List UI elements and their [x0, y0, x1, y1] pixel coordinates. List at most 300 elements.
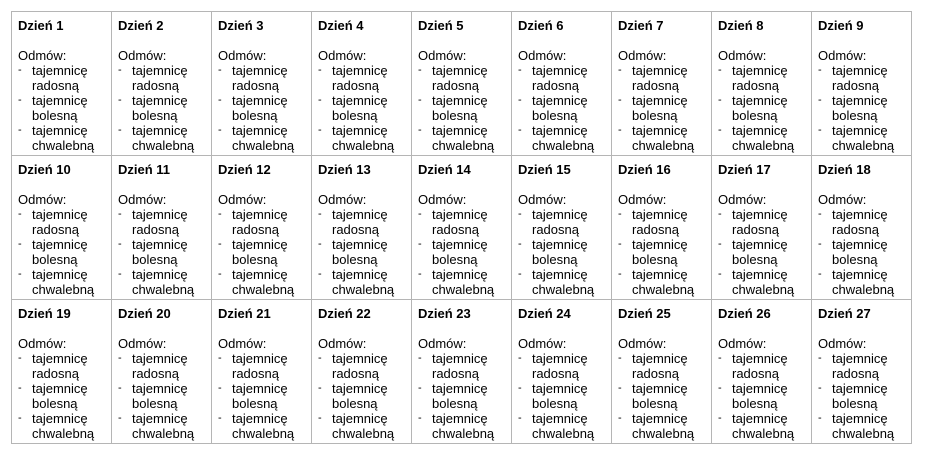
mystery-label: tajemnicę bolesną [332, 93, 388, 123]
bullet-dash: - [818, 94, 822, 106]
day-title: Dzień 16 [618, 162, 671, 177]
bullet-dash: - [818, 268, 822, 280]
mystery-item [18, 63, 111, 93]
bullet-dash: - [418, 64, 422, 76]
mystery-item [618, 381, 711, 411]
mystery-item [418, 63, 511, 93]
day-cell-content [112, 156, 211, 297]
prayer-instruction: Odmów: [818, 192, 867, 207]
bullet-dash: - [318, 208, 322, 220]
mystery-label: tajemnicę chwalebną [232, 411, 295, 441]
mysteries-list [618, 207, 711, 297]
prayer-instruction: Odmów: [818, 48, 867, 63]
day-cell [512, 156, 612, 300]
day-cell [612, 156, 712, 300]
mystery-item [518, 267, 611, 297]
mysteries-list [18, 207, 111, 297]
day-cell [12, 300, 112, 444]
day-cell-content [412, 12, 511, 153]
mystery-label: tajemnicę radosną [132, 207, 188, 237]
bullet-dash: - [518, 94, 522, 106]
bullet-dash: - [718, 352, 722, 364]
day-title: Dzień 6 [518, 18, 564, 33]
day-cell [112, 300, 212, 444]
day-cell [112, 156, 212, 300]
mystery-label: tajemnicę chwalebną [332, 123, 395, 153]
bullet-dash: - [118, 238, 122, 250]
bullet-dash: - [618, 412, 622, 424]
day-cell [12, 12, 112, 156]
day-title: Dzień 15 [518, 162, 571, 177]
bullet-dash: - [418, 412, 422, 424]
mystery-item [618, 411, 711, 441]
mystery-item [718, 381, 811, 411]
bullet-dash: - [218, 268, 222, 280]
mysteries-list [418, 63, 511, 153]
day-cell [412, 300, 512, 444]
mystery-label: tajemnicę radosną [732, 351, 788, 381]
mystery-item [818, 63, 911, 93]
mystery-label: tajemnicę chwalebną [332, 411, 395, 441]
bullet-dash: - [718, 64, 722, 76]
bullet-dash: - [618, 64, 622, 76]
mystery-label: tajemnicę radosną [832, 207, 888, 237]
mystery-item [218, 123, 311, 153]
mystery-label: tajemnicę chwalebną [132, 123, 195, 153]
prayer-instruction: Odmów: [218, 336, 267, 351]
bullet-dash: - [418, 382, 422, 394]
mysteries-list [618, 63, 711, 153]
mysteries-list [818, 207, 911, 297]
mysteries-list [518, 207, 611, 297]
day-cell-content [12, 300, 111, 441]
mystery-label: tajemnicę chwalebną [832, 411, 895, 441]
mystery-label: tajemnicę chwalebną [32, 123, 95, 153]
mystery-label: tajemnicę bolesną [532, 93, 588, 123]
bullet-dash: - [618, 124, 622, 136]
mystery-item [618, 267, 711, 297]
mystery-item [718, 123, 811, 153]
mysteries-list [218, 207, 311, 297]
mystery-label: tajemnicę bolesną [32, 381, 88, 411]
mystery-label: tajemnicę radosną [832, 351, 888, 381]
mystery-item [718, 267, 811, 297]
day-cell-content [112, 300, 211, 441]
mystery-label: tajemnicę radosną [332, 63, 388, 93]
bullet-dash: - [618, 238, 622, 250]
bullet-dash: - [618, 382, 622, 394]
mystery-item [218, 63, 311, 93]
mystery-label: tajemnicę radosną [632, 207, 688, 237]
bullet-dash: - [318, 412, 322, 424]
mysteries-list [418, 351, 511, 441]
day-cell [612, 12, 712, 156]
prayer-instruction: Odmów: [418, 336, 467, 351]
bullet-dash: - [18, 64, 22, 76]
mystery-item [318, 267, 411, 297]
mystery-item [418, 123, 511, 153]
mystery-item [18, 351, 111, 381]
mystery-item [18, 381, 111, 411]
mysteries-list [218, 63, 311, 153]
mystery-label: tajemnicę radosną [332, 207, 388, 237]
day-cell [312, 156, 412, 300]
day-cell-content [212, 156, 311, 297]
mystery-label: tajemnicę radosną [832, 63, 888, 93]
bullet-dash: - [818, 382, 822, 394]
mysteries-list [318, 207, 411, 297]
mystery-item [618, 351, 711, 381]
mystery-label: tajemnicę radosną [132, 351, 188, 381]
day-cell-content [412, 300, 511, 441]
bullet-dash: - [318, 94, 322, 106]
bullet-dash: - [418, 124, 422, 136]
day-title: Dzień 21 [218, 306, 271, 321]
bullet-dash: - [218, 412, 222, 424]
bullet-dash: - [318, 64, 322, 76]
day-title: Dzień 7 [618, 18, 664, 33]
mystery-item [318, 351, 411, 381]
mystery-item [518, 63, 611, 93]
mystery-item [318, 207, 411, 237]
prayer-instruction: Odmów: [418, 192, 467, 207]
bullet-dash: - [218, 238, 222, 250]
day-cell [412, 12, 512, 156]
mystery-label: tajemnicę bolesną [32, 93, 88, 123]
bullet-dash: - [418, 268, 422, 280]
bullet-dash: - [118, 382, 122, 394]
day-cell [412, 156, 512, 300]
mysteries-list [718, 63, 811, 153]
day-cell [712, 12, 812, 156]
day-cell [812, 300, 912, 444]
day-title: Dzień 12 [218, 162, 271, 177]
mystery-item [118, 93, 211, 123]
day-cell-content [212, 12, 311, 153]
mystery-label: tajemnicę bolesną [232, 237, 288, 267]
bullet-dash: - [218, 124, 222, 136]
mystery-label: tajemnicę bolesną [32, 237, 88, 267]
mystery-label: tajemnicę radosną [432, 207, 488, 237]
bullet-dash: - [718, 412, 722, 424]
mystery-item [118, 411, 211, 441]
day-cell [712, 156, 812, 300]
day-cell-content [512, 300, 611, 441]
mystery-label: tajemnicę bolesną [632, 237, 688, 267]
calendar-row [12, 300, 912, 444]
day-title: Dzień 25 [618, 306, 671, 321]
day-cell-content [812, 156, 911, 297]
bullet-dash: - [118, 124, 122, 136]
mystery-label: tajemnicę bolesną [432, 93, 488, 123]
mystery-item [418, 93, 511, 123]
mystery-label: tajemnicę radosną [232, 351, 288, 381]
mystery-label: tajemnicę chwalebną [532, 267, 595, 297]
mystery-label: tajemnicę radosną [532, 63, 588, 93]
mystery-item [318, 381, 411, 411]
bullet-dash: - [218, 94, 222, 106]
day-title: Dzień 14 [418, 162, 471, 177]
mystery-label: tajemnicę chwalebną [232, 123, 295, 153]
mystery-item [718, 207, 811, 237]
mysteries-list [818, 63, 911, 153]
mystery-label: tajemnicę bolesną [432, 237, 488, 267]
mystery-label: tajemnicę chwalebną [732, 267, 795, 297]
bullet-dash: - [18, 94, 22, 106]
mystery-label: tajemnicę chwalebną [332, 267, 395, 297]
prayer-instruction: Odmów: [118, 48, 167, 63]
mystery-item [618, 93, 711, 123]
mystery-item [218, 207, 311, 237]
mysteries-list [318, 63, 411, 153]
bullet-dash: - [318, 352, 322, 364]
bullet-dash: - [18, 352, 22, 364]
mystery-label: tajemnicę radosną [32, 351, 88, 381]
day-cell [112, 12, 212, 156]
mystery-label: tajemnicę chwalebną [832, 123, 895, 153]
day-title: Dzień 10 [18, 162, 71, 177]
bullet-dash: - [818, 124, 822, 136]
day-title: Dzień 9 [818, 18, 864, 33]
bullet-dash: - [418, 238, 422, 250]
mystery-label: tajemnicę bolesną [332, 381, 388, 411]
mystery-item [118, 381, 211, 411]
mystery-item [818, 93, 911, 123]
mystery-item [818, 381, 911, 411]
mystery-label: tajemnicę bolesną [632, 381, 688, 411]
day-title: Dzień 26 [718, 306, 771, 321]
prayer-instruction: Odmów: [718, 48, 767, 63]
mystery-item [418, 351, 511, 381]
mystery-label: tajemnicę radosną [132, 63, 188, 93]
mystery-label: tajemnicę bolesną [332, 237, 388, 267]
prayer-instruction: Odmów: [218, 192, 267, 207]
bullet-dash: - [318, 238, 322, 250]
mystery-label: tajemnicę bolesną [132, 93, 188, 123]
day-cell-content [512, 156, 611, 297]
day-cell [512, 300, 612, 444]
mystery-item [518, 351, 611, 381]
mystery-label: tajemnicę bolesną [132, 237, 188, 267]
prayer-instruction: Odmów: [818, 336, 867, 351]
mystery-item [518, 123, 611, 153]
bullet-dash: - [118, 412, 122, 424]
mystery-item [18, 123, 111, 153]
mysteries-list [718, 351, 811, 441]
bullet-dash: - [218, 382, 222, 394]
bullet-dash: - [518, 352, 522, 364]
bullet-dash: - [18, 238, 22, 250]
bullet-dash: - [418, 94, 422, 106]
day-title: Dzień 13 [318, 162, 371, 177]
mystery-label: tajemnicę radosną [532, 351, 588, 381]
mysteries-list [718, 207, 811, 297]
mystery-item [818, 237, 911, 267]
mysteries-list [18, 351, 111, 441]
mystery-label: tajemnicę chwalebną [432, 123, 495, 153]
mystery-item [418, 207, 511, 237]
prayer-instruction: Odmów: [218, 48, 267, 63]
day-cell [612, 300, 712, 444]
bullet-dash: - [418, 352, 422, 364]
mystery-item [18, 207, 111, 237]
bullet-dash: - [718, 268, 722, 280]
mystery-item [718, 351, 811, 381]
mystery-label: tajemnicę bolesną [432, 381, 488, 411]
day-cell-content [12, 156, 111, 297]
mystery-label: tajemnicę chwalebną [532, 123, 595, 153]
bullet-dash: - [18, 208, 22, 220]
day-cell-content [412, 156, 511, 297]
mystery-item [418, 267, 511, 297]
bullet-dash: - [218, 352, 222, 364]
mysteries-list [618, 351, 711, 441]
mystery-label: tajemnicę bolesną [832, 381, 888, 411]
prayer-instruction: Odmów: [318, 48, 367, 63]
bullet-dash: - [718, 238, 722, 250]
mystery-item [818, 351, 911, 381]
day-title: Dzień 23 [418, 306, 471, 321]
day-title: Dzień 19 [18, 306, 71, 321]
day-cell-content [512, 12, 611, 153]
bullet-dash: - [318, 268, 322, 280]
bullet-dash: - [18, 124, 22, 136]
mystery-item [618, 207, 711, 237]
mystery-label: tajemnicę radosną [232, 207, 288, 237]
mystery-item [118, 63, 211, 93]
mystery-label: tajemnicę chwalebną [432, 267, 495, 297]
mystery-label: tajemnicę bolesną [832, 93, 888, 123]
mysteries-list [118, 63, 211, 153]
bullet-dash: - [18, 412, 22, 424]
mysteries-list [518, 351, 611, 441]
mysteries-list [318, 351, 411, 441]
mystery-label: tajemnicę chwalebną [732, 123, 795, 153]
day-cell-content [112, 12, 211, 153]
bullet-dash: - [818, 64, 822, 76]
day-cell-content [312, 156, 411, 297]
prayer-instruction: Odmów: [518, 48, 567, 63]
bullet-dash: - [218, 64, 222, 76]
mystery-label: tajemnicę chwalebną [732, 411, 795, 441]
mysteries-list [418, 207, 511, 297]
mystery-label: tajemnicę bolesną [132, 381, 188, 411]
day-title: Dzień 1 [18, 18, 64, 33]
bullet-dash: - [518, 208, 522, 220]
day-cell-content [212, 300, 311, 441]
mystery-label: tajemnicę radosną [532, 207, 588, 237]
day-cell [312, 300, 412, 444]
mystery-label: tajemnicę radosną [332, 351, 388, 381]
mystery-item [218, 93, 311, 123]
bullet-dash: - [818, 352, 822, 364]
prayer-instruction: Odmów: [618, 336, 667, 351]
mysteries-list [118, 351, 211, 441]
bullet-dash: - [718, 94, 722, 106]
mystery-label: tajemnicę radosną [732, 63, 788, 93]
mystery-label: tajemnicę chwalebną [632, 267, 695, 297]
mystery-label: tajemnicę radosną [632, 63, 688, 93]
day-cell-content [612, 156, 711, 297]
day-cell [212, 300, 312, 444]
bullet-dash: - [418, 208, 422, 220]
day-title: Dzień 3 [218, 18, 264, 33]
mysteries-list [18, 63, 111, 153]
bullet-dash: - [718, 124, 722, 136]
mystery-item [18, 267, 111, 297]
prayer-instruction: Odmów: [18, 336, 67, 351]
prayer-instruction: Odmów: [718, 192, 767, 207]
prayer-instruction: Odmów: [618, 48, 667, 63]
day-title: Dzień 8 [718, 18, 764, 33]
bullet-dash: - [818, 238, 822, 250]
mystery-item [218, 381, 311, 411]
bullet-dash: - [318, 382, 322, 394]
mysteries-list [818, 351, 911, 441]
prayer-instruction: Odmów: [118, 336, 167, 351]
mystery-label: tajemnicę bolesną [232, 381, 288, 411]
mysteries-list [218, 351, 311, 441]
day-cell [712, 300, 812, 444]
prayer-instruction: Odmów: [18, 192, 67, 207]
day-cell-content [12, 12, 111, 153]
mystery-label: tajemnicę chwalebną [32, 411, 95, 441]
mystery-item [18, 237, 111, 267]
bullet-dash: - [118, 268, 122, 280]
mystery-item [518, 237, 611, 267]
mystery-item [118, 267, 211, 297]
calendar-row [12, 156, 912, 300]
mystery-item [518, 93, 611, 123]
prayer-instruction: Odmów: [518, 192, 567, 207]
mystery-label: tajemnicę bolesną [232, 93, 288, 123]
mystery-label: tajemnicę radosną [732, 207, 788, 237]
day-cell [812, 156, 912, 300]
bullet-dash: - [518, 124, 522, 136]
bullet-dash: - [518, 382, 522, 394]
mystery-label: tajemnicę chwalebną [632, 411, 695, 441]
day-cell [12, 156, 112, 300]
bullet-dash: - [118, 352, 122, 364]
mystery-label: tajemnicę radosną [632, 351, 688, 381]
mystery-item [218, 237, 311, 267]
day-cell-content [612, 12, 711, 153]
mystery-label: tajemnicę bolesną [632, 93, 688, 123]
day-cell-content [712, 156, 811, 297]
day-cell-content [312, 300, 411, 441]
mystery-item [618, 237, 711, 267]
mystery-label: tajemnicę radosną [32, 207, 88, 237]
day-title: Dzień 17 [718, 162, 771, 177]
mystery-label: tajemnicę bolesną [732, 381, 788, 411]
day-cell [212, 156, 312, 300]
bullet-dash: - [518, 238, 522, 250]
bullet-dash: - [518, 64, 522, 76]
bullet-dash: - [718, 208, 722, 220]
mystery-item [818, 123, 911, 153]
mystery-item [318, 123, 411, 153]
day-cell [212, 12, 312, 156]
mystery-item [318, 411, 411, 441]
mystery-item [518, 207, 611, 237]
mystery-item [418, 381, 511, 411]
mystery-label: tajemnicę chwalebną [832, 267, 895, 297]
mystery-item [118, 237, 211, 267]
day-title: Dzień 20 [118, 306, 171, 321]
mystery-item [118, 123, 211, 153]
mystery-item [818, 207, 911, 237]
mystery-label: tajemnicę bolesną [732, 237, 788, 267]
